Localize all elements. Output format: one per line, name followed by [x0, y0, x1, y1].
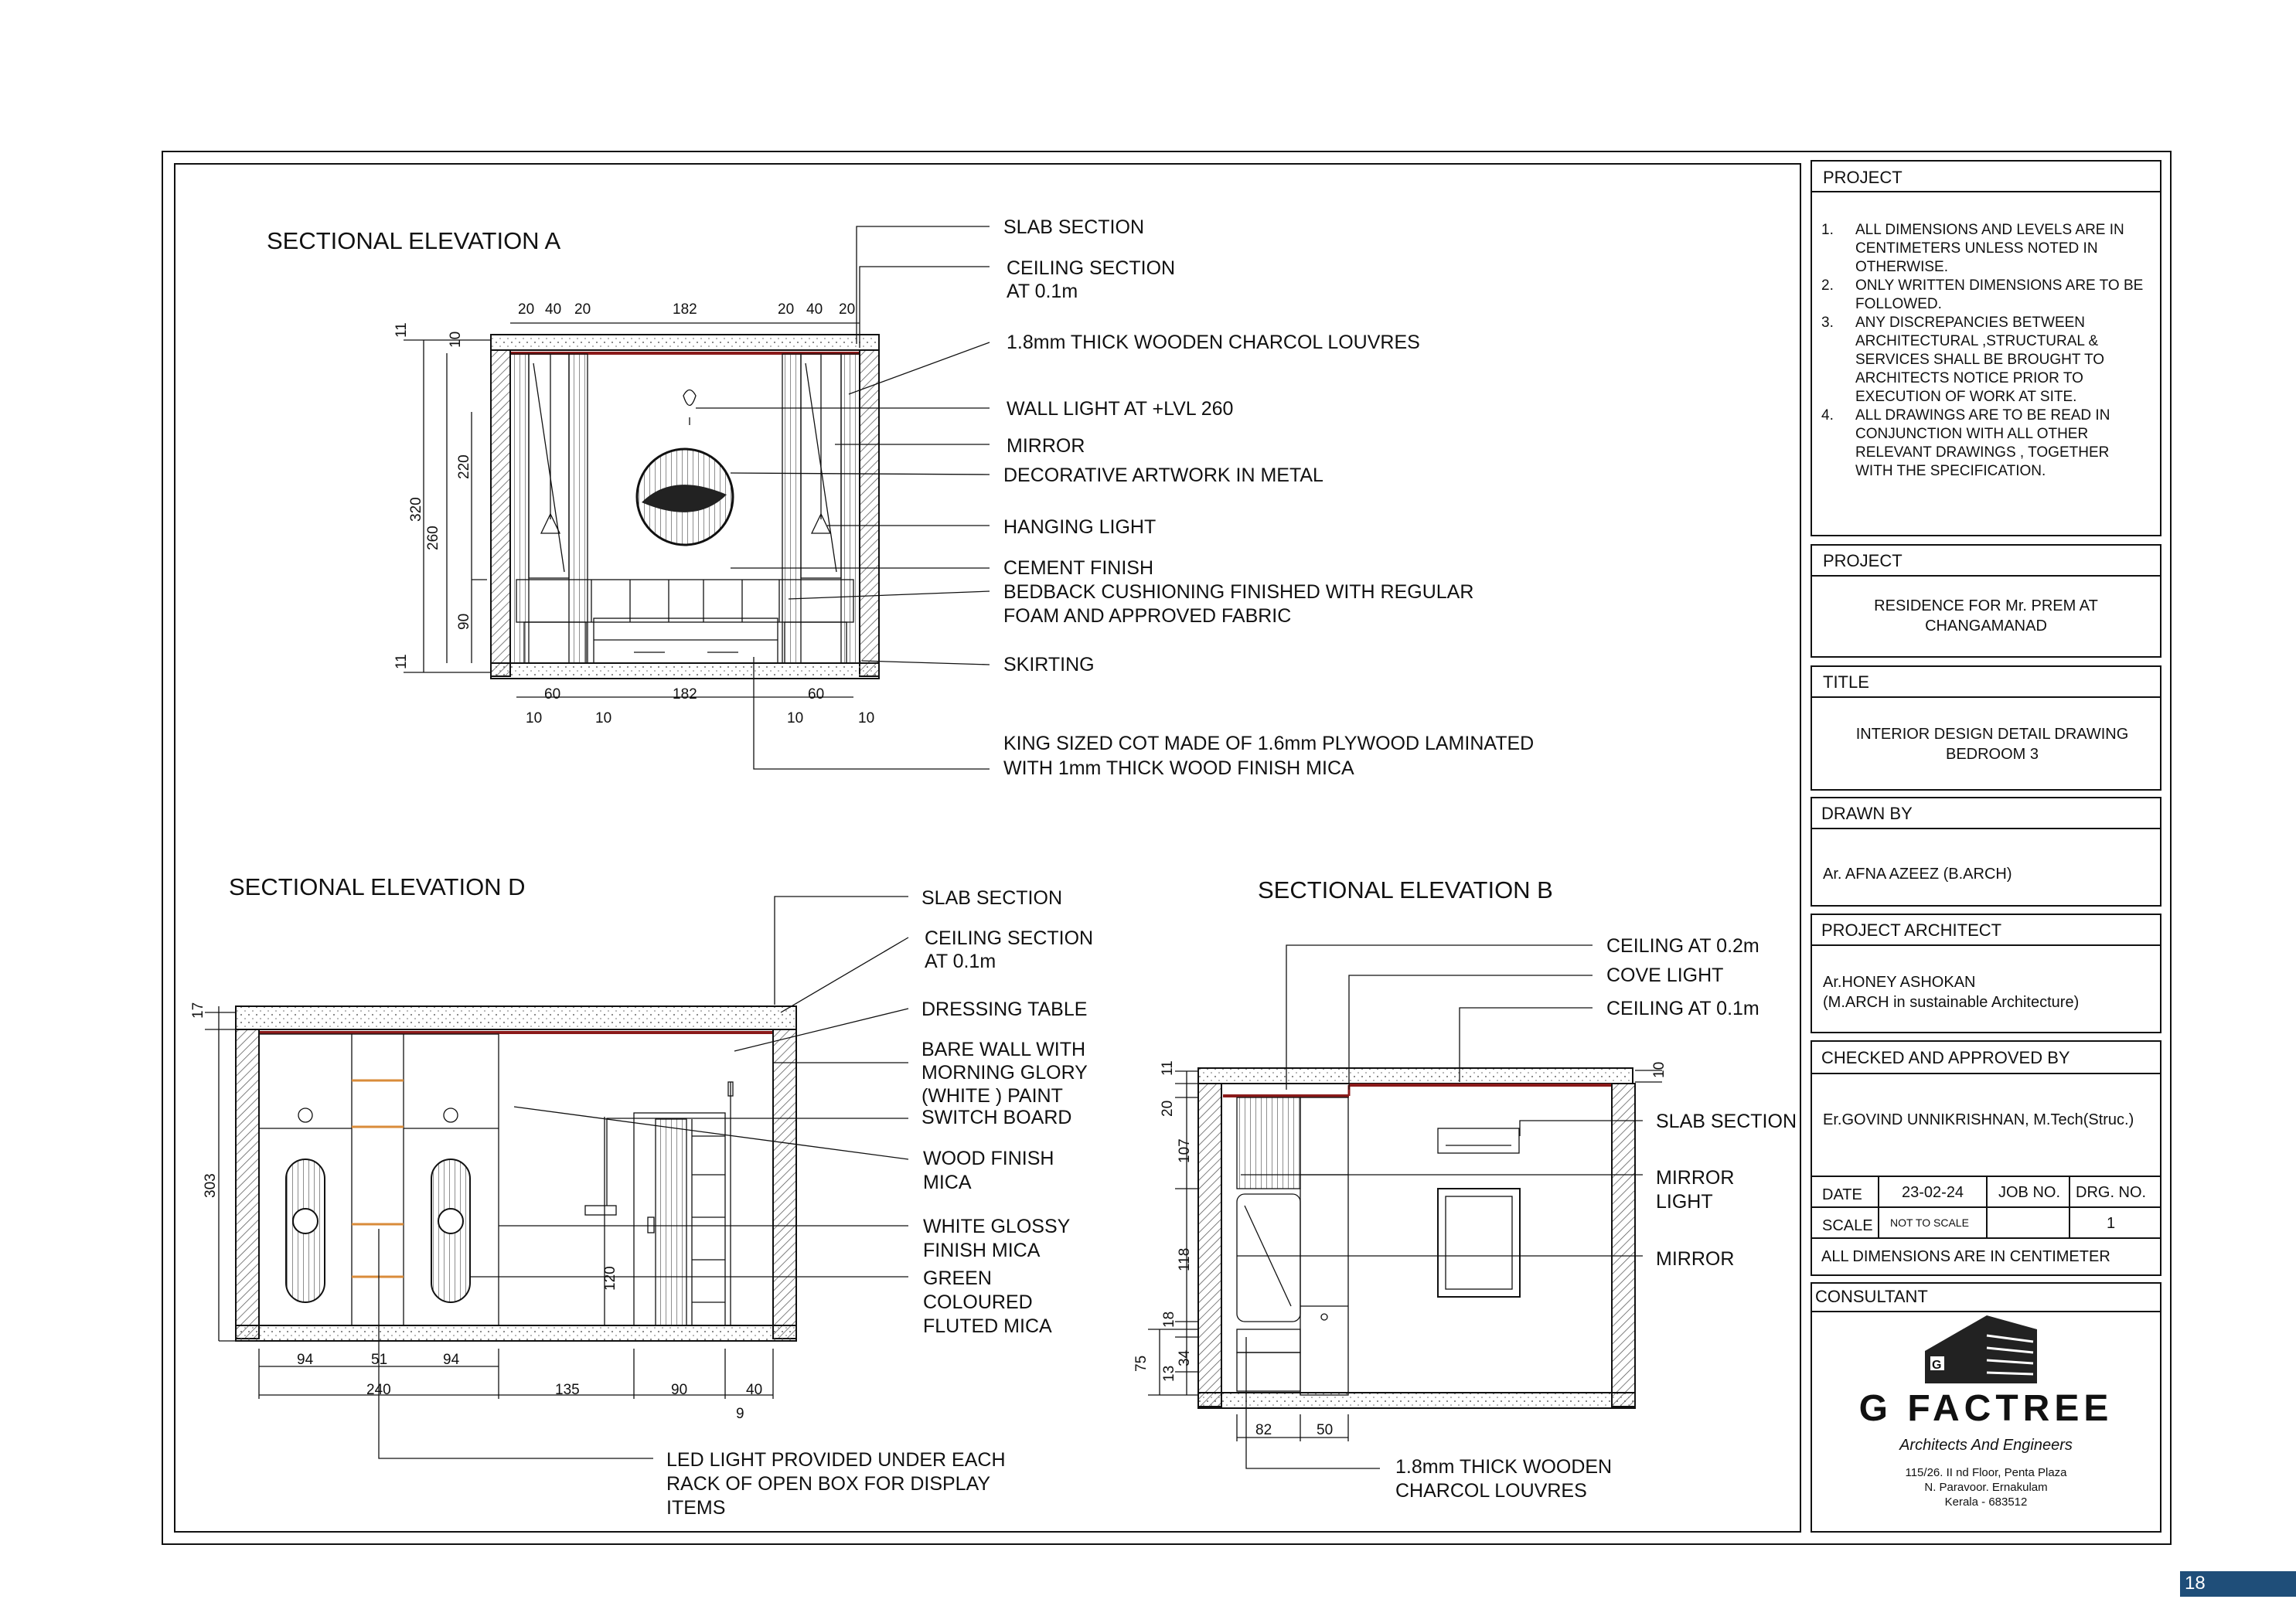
label-a-bedback-2: FOAM AND APPROVED FABRIC — [1003, 605, 1292, 627]
dim-a-left-4: 260 — [425, 526, 441, 550]
label-d-green-1: GREEN — [923, 1267, 992, 1289]
tb-drawn-value: Ar. AFNA AZEEZ (B.ARCH) — [1823, 866, 2012, 883]
dim-a-bot-3: 60 — [808, 686, 825, 703]
dim-a-bot2-4: 10 — [858, 710, 875, 726]
tb-firm-sub: Architects And Engineers — [1899, 1437, 2073, 1454]
dim-a-left-3: 320 — [408, 497, 424, 522]
dim-b-left-6: 34 — [1177, 1349, 1193, 1366]
dim-d-bot-1: 94 — [297, 1352, 314, 1368]
dim-d-bot3-1: 9 — [736, 1406, 744, 1422]
dim-d-left-2: 303 — [203, 1173, 219, 1198]
dim-b-left-8: 75 — [1133, 1355, 1150, 1372]
tb-drg-value: 1 — [2107, 1215, 2116, 1232]
label-d-bare-wall-1: BARE WALL WITH — [921, 1039, 1086, 1060]
label-b-louvres-2: CHARCOL LOUVRES — [1395, 1480, 1587, 1502]
tb-architect-2: (M.ARCH in sustainable Architecture) — [1823, 994, 2080, 1011]
dim-a-top-2: 40 — [545, 301, 562, 318]
note-3-line-3: SERVICES SHALL BE BROUGHT TO — [1855, 352, 2105, 368]
dim-a-top-6: 40 — [806, 301, 823, 318]
note-1-line-1: ALL DIMENSIONS AND LEVELS ARE IN — [1855, 222, 2124, 238]
label-b-slab-section: SLAB SECTION — [1656, 1111, 1797, 1132]
tb-title-head: TITLE — [1823, 672, 1869, 692]
title-block — [1811, 161, 2161, 1532]
note-4-line-2: CONJUNCTION WITH ALL OTHER — [1855, 426, 2089, 442]
dim-a-bot2-1: 10 — [526, 710, 543, 726]
note-2-num: 2. — [1821, 277, 1834, 294]
label-d-led-3: ITEMS — [666, 1497, 726, 1519]
note-4-line-4: WITH THE SPECIFICATION. — [1855, 463, 2046, 479]
note-1-num: 1. — [1821, 222, 1834, 238]
dim-b-bot-1: 82 — [1255, 1422, 1272, 1438]
dim-a-left-7: 11 — [393, 654, 410, 669]
label-b-ceiling-01: CEILING AT 0.1m — [1606, 998, 1759, 1019]
tb-title-2: BEDROOM 3 — [1945, 746, 2039, 763]
label-d-white-glossy-1: WHITE GLOSSY — [923, 1216, 1071, 1237]
note-3-line-5: EXECUTION OF WORK AT SITE. — [1855, 389, 2077, 405]
dim-d-bot2-2: 135 — [555, 1382, 580, 1398]
dim-a-bot2-3: 10 — [787, 710, 804, 726]
dim-a-left-1: 11 — [393, 322, 410, 338]
dim-b-left-2: 20 — [1160, 1100, 1176, 1117]
label-a-wall-light: WALL LIGHT AT +LVL 260 — [1007, 398, 1234, 420]
dim-d-bot2-4: 40 — [746, 1382, 763, 1398]
dim-b-left-1: 11 — [1160, 1060, 1176, 1076]
svg-text:G: G — [1932, 1359, 1942, 1372]
label-a-bedback-1: BEDBACK CUSHIONING FINISHED WITH REGULAR — [1003, 581, 1474, 603]
label-a-cot-1: KING SIZED COT MADE OF 1.6mm PLYWOOD LAMINATED — [1003, 733, 1535, 754]
note-3-line-1: ANY DISCREPANCIES BETWEEN — [1855, 315, 2086, 331]
elev-b-title: SECTIONAL ELEVATION B — [1258, 876, 1553, 903]
label-d-ceiling-level: AT 0.1m — [925, 951, 996, 972]
label-b-mirror-light-2: LIGHT — [1656, 1191, 1713, 1213]
note-1-line-3: OTHERWISE. — [1855, 259, 1948, 275]
note-3-num: 3. — [1821, 315, 1834, 331]
dim-a-bot-1: 60 — [544, 686, 561, 703]
dim-d-bot-2: 51 — [371, 1352, 388, 1368]
label-a-skirting: SKIRTING — [1003, 654, 1095, 675]
tb-firm-address-1: 115/26. II nd Floor, Penta Plaza — [1905, 1466, 2067, 1479]
dim-b-right-1: 10 — [1651, 1061, 1667, 1078]
label-a-mirror: MIRROR — [1007, 435, 1085, 457]
dim-d-bot2-3: 90 — [671, 1382, 688, 1398]
tb-project-name-1: RESIDENCE FOR Mr. PREM AT — [1874, 597, 2098, 614]
tb-job-label: JOB NO. — [1998, 1184, 2061, 1201]
tb-drawn-head: DRAWN BY — [1821, 804, 1913, 823]
sectional-elevation-b — [1133, 876, 1797, 1502]
label-b-louvres-1: 1.8mm THICK WOODEN — [1395, 1456, 1613, 1478]
page-number-badge — [2180, 1571, 2296, 1597]
sectional-elevation-a — [267, 216, 1534, 779]
dim-b-left-7: 13 — [1161, 1365, 1177, 1382]
label-d-slab-section: SLAB SECTION — [921, 887, 1062, 909]
tb-title-1: INTERIOR DESIGN DETAIL DRAWING — [1855, 726, 2129, 743]
dim-a-top-1: 20 — [518, 301, 535, 318]
label-d-green-3: FLUTED MICA — [923, 1315, 1052, 1337]
tb-project-name-2: CHANGAMANAD — [1925, 618, 2047, 635]
tb-firm-address-3: Kerala - 683512 — [1944, 1495, 2028, 1509]
dim-b-bot-2: 50 — [1317, 1422, 1334, 1438]
tb-consultant-head: CONSULTANT — [1815, 1287, 1928, 1306]
tb-architect-1: Ar.HONEY ASHOKAN — [1823, 974, 1976, 991]
label-d-wood-finish-2: MICA — [923, 1172, 972, 1193]
elev-a-title: SECTIONAL ELEVATION A — [267, 227, 561, 254]
note-4-line-1: ALL DRAWINGS ARE TO BE READ IN — [1855, 407, 2110, 424]
note-2-line-1: ONLY WRITTEN DIMENSIONS ARE TO BE — [1855, 277, 2144, 294]
label-b-cove-light: COVE LIGHT — [1606, 965, 1724, 986]
tb-project-head: PROJECT — [1823, 168, 1903, 187]
label-d-switch-board: SWITCH BOARD — [921, 1107, 1072, 1128]
dim-d-bot-3: 94 — [443, 1352, 460, 1368]
label-d-wood-finish-1: WOOD FINISH — [923, 1148, 1054, 1169]
tb-scale-label: SCALE — [1822, 1217, 1873, 1234]
dim-b-left-5: 18 — [1161, 1311, 1177, 1328]
tb-project2-head: PROJECT — [1823, 551, 1903, 570]
label-a-ceiling-level: AT 0.1m — [1007, 281, 1078, 302]
dim-b-left-4: 118 — [1177, 1247, 1193, 1271]
dim-a-top-7: 20 — [839, 301, 856, 318]
dim-b-left-3: 107 — [1177, 1138, 1193, 1163]
label-a-louvres: 1.8mm THICK WOODEN CHARCOL LOUVRES — [1007, 332, 1420, 353]
tb-checked-head: CHECKED AND APPROVED BY — [1821, 1048, 2070, 1067]
page-number: 18 — [2185, 1573, 2206, 1594]
dim-a-left-2: 10 — [448, 331, 464, 348]
label-b-mirror-light-1: MIRROR — [1656, 1167, 1735, 1189]
label-d-dressing-table: DRESSING TABLE — [921, 999, 1088, 1020]
tb-firm-address-2: N. Paravoor. Ernakulam — [1924, 1481, 2048, 1494]
note-4-line-3: RELEVANT DRAWINGS , TOGETHER — [1855, 444, 2110, 461]
label-a-ceiling-section: CEILING SECTION — [1007, 257, 1176, 279]
dim-d-bot2-1: 240 — [366, 1382, 391, 1398]
dim-a-top-3: 20 — [574, 301, 591, 318]
label-d-ceiling-section: CEILING SECTION — [925, 927, 1094, 949]
label-a-cement-finish: CEMENT FINISH — [1003, 557, 1153, 579]
dim-a-bot-2: 182 — [673, 686, 697, 703]
tb-scale-value: NOT TO SCALE — [1890, 1216, 1969, 1229]
sectional-elevation-d — [190, 873, 1093, 1519]
note-3-line-2: ARCHITECTURAL ,STRUCTURAL & — [1855, 333, 2099, 349]
label-d-bare-wall-3: (WHITE ) PAINT — [921, 1085, 1063, 1107]
tb-dims-note: ALL DIMENSIONS ARE IN CENTIMETER — [1821, 1248, 2110, 1265]
building-logo-icon — [1925, 1315, 2037, 1383]
dim-d-left-1: 17 — [190, 1002, 206, 1019]
tb-drg-label: DRG. NO. — [2076, 1184, 2147, 1201]
note-3-line-4: ARCHITECTS NOTICE PRIOR TO — [1855, 370, 2083, 386]
note-4-num: 4. — [1821, 407, 1834, 424]
label-b-mirror: MIRROR — [1656, 1248, 1735, 1270]
dim-a-left-6: 90 — [456, 613, 472, 630]
elev-d-title: SECTIONAL ELEVATION D — [229, 873, 526, 900]
dim-d-mid: 120 — [602, 1266, 618, 1291]
tb-date-value: 23-02-24 — [1902, 1184, 1964, 1201]
label-d-led-1: LED LIGHT PROVIDED UNDER EACH — [666, 1449, 1006, 1471]
label-a-artwork: DECORATIVE ARTWORK IN METAL — [1003, 464, 1323, 486]
label-d-led-2: RACK OF OPEN BOX FOR DISPLAY — [666, 1473, 991, 1495]
label-b-ceiling-02: CEILING AT 0.2m — [1606, 935, 1759, 957]
dim-a-top-5: 20 — [778, 301, 795, 318]
dim-a-bot2-2: 10 — [595, 710, 612, 726]
label-d-white-glossy-2: FINISH MICA — [923, 1240, 1041, 1261]
tb-firm-name: G FACTREE — [1858, 1388, 2114, 1429]
label-a-slab-section: SLAB SECTION — [1003, 216, 1144, 238]
label-d-bare-wall-2: MORNING GLORY — [921, 1062, 1088, 1084]
tb-checked-value: Er.GOVIND UNNIKRISHNAN, M.Tech(Struc.) — [1823, 1111, 2134, 1128]
tb-architect-head: PROJECT ARCHITECT — [1821, 920, 2002, 940]
tb-notes — [1821, 222, 2143, 479]
dim-a-top-4: 182 — [673, 301, 697, 318]
label-d-green-2: COLOURED — [923, 1291, 1033, 1313]
tb-date-label: DATE — [1822, 1186, 1862, 1203]
note-1-line-2: CENTIMETERS UNLESS NOTED IN — [1855, 240, 2098, 257]
label-a-hanging-light: HANGING LIGHT — [1003, 516, 1157, 538]
label-a-cot-2: WITH 1mm THICK WOOD FINISH MICA — [1003, 757, 1354, 779]
note-2-line-2: FOLLOWED. — [1855, 296, 1942, 312]
dim-a-left-5: 220 — [456, 454, 472, 479]
